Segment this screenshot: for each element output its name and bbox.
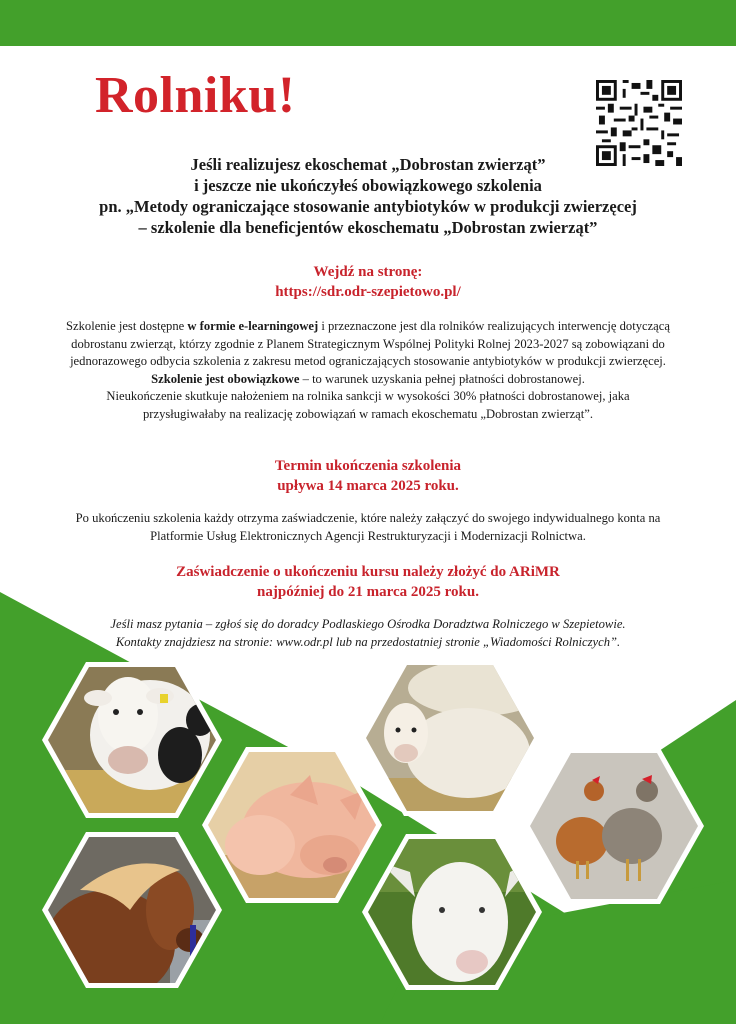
- info-paragraph-1: [40, 318, 696, 371]
- visit-url-link[interactable]: https://sdr.odr-szepietowo.pl/: [275, 284, 461, 300]
- horse-photo: [40, 830, 224, 990]
- page-title: Rolniku!: [95, 67, 296, 124]
- cow-photo: [40, 660, 224, 820]
- pig-photo: [200, 745, 384, 905]
- chickens-photo: [522, 746, 706, 906]
- certificate-section: [40, 562, 696, 602]
- after-text: Po ukończeniu szkolenia każdy otrzyma zaświadczenie, które należy załączyć do swojego indywidualnego konta na Platformie Usług Elektronicznych Agencji Restrukturyzacji i Modernizacji Rolnictwa.: [75, 511, 661, 543]
- contact-section: [40, 616, 696, 651]
- goat-photo: [360, 832, 544, 992]
- deadline-line-1: Termin ukończenia szkolenia: [274, 458, 462, 474]
- info-p1-rest: i przeznaczone jest dla rolników realizujących interwencję dotyczącą dobrostanu zwierząt, którzy zgodnie z Planem Strategicznym Wspólnej Polityki Rolnej 2023-2027 są zobowiązani do jednorazowego odbycia szkolenia z zakresu metod ograniczających stosowanie antybiotyków w produkcji zwierzęcej.: [70, 319, 670, 368]
- lead-line-1: Jeśli realizujesz ekoschemat „Dobrostan zwierząt”: [190, 155, 546, 174]
- lead-line-3: pn. „Metody ograniczające stosowanie antybiotyków w produkcji zwierzęcej: [99, 197, 637, 216]
- deadline-line-2: upływa 14 marca 2025 roku.: [277, 478, 459, 494]
- info-text: [40, 318, 696, 423]
- info-p2-rest: – to warunek uzyskania pełnej płatności dobrostanowej.: [299, 371, 585, 386]
- contact-line-1: Jeśli masz pytania – zgłoś się do doradcy Podlaskiego Ośrodka Doradztwa Rolniczego w Szepietowie.: [110, 617, 626, 631]
- contact-line-2: Kontakty znajdziesz na stronie: www.odr.pl lub na przedostatniej stronie „Wiadomości Rolniczych”.: [115, 634, 621, 649]
- lead-line-2: i jeszcze nie ukończyłeś obowiązkowego szkolenia: [194, 176, 542, 195]
- info-paragraph-2: [40, 371, 696, 389]
- lead-line-4: – szkolenie dla beneficjentów ekoschematu „Dobrostan zwierząt”: [138, 218, 598, 237]
- certificate-line-2: najpóźniej do 21 marca 2025 roku.: [257, 584, 479, 600]
- info-p1-start: Szkolenie jest dostępne: [66, 319, 188, 333]
- visit-label: Wejdź na stronę:: [313, 264, 423, 280]
- info-p1-elearning: w formie e-learningowej: [187, 319, 319, 333]
- info-p2-mandatory: Szkolenie jest obowiązkowe: [151, 371, 300, 386]
- deadline-section: [40, 456, 696, 496]
- lead-text: [40, 154, 696, 238]
- certificate-line-1: Zaświadczenie o ukończeniu kursu należy złożyć do ARiMR: [176, 564, 560, 580]
- sheep-photo: [358, 658, 542, 818]
- visit-section: [40, 262, 696, 302]
- info-paragraph-3: Nieukończenie skutkuje nałożeniem na rolnika sankcji w wysokości 30% płatności dobrostanowej, jaka przysługiwałaby na realizację zobowiązań w ramach ekoschematu „Dobrostan zwierząt”.: [106, 389, 630, 421]
